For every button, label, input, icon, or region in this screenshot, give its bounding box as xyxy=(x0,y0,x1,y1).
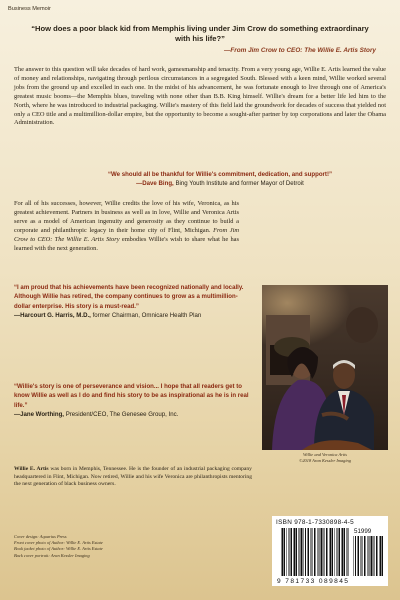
quote-harris-title: former Chairman, Omnicare Health Plan xyxy=(90,312,202,320)
quote-worthing-name: —Jane Worthing, xyxy=(14,411,64,419)
isbn-digits: 9 781733 089845 xyxy=(277,578,350,585)
barcode-bar xyxy=(294,528,295,576)
barcode-bar xyxy=(382,536,384,576)
isbn-label: ISBN 978-1-7330898-4-5 xyxy=(276,519,355,526)
barcode-bar xyxy=(339,528,341,576)
category-label: Business Memoir xyxy=(8,6,51,12)
barcode-bar xyxy=(371,536,373,576)
author-photo-image xyxy=(262,285,388,450)
quote-worthing-title: President/CEO, The Genesee Group, Inc. xyxy=(64,411,179,419)
second-paragraph xyxy=(14,200,239,253)
barcode-addon xyxy=(352,536,384,576)
credits xyxy=(14,534,234,559)
barcode-bar xyxy=(374,536,375,576)
second-paragraph-part2: embodies Willie's wish to share what he has learned with the next generation. xyxy=(14,235,239,252)
barcode-bar xyxy=(291,528,293,576)
price-code: 51999 xyxy=(354,528,372,535)
barcode-bar xyxy=(355,536,356,576)
barcode-main xyxy=(280,528,350,576)
barcode-bar xyxy=(344,528,346,576)
barcode-bar xyxy=(310,528,311,576)
photo-caption xyxy=(262,452,388,464)
barcode-bar xyxy=(300,528,301,576)
barcode-bar xyxy=(308,528,310,576)
barcode-bar xyxy=(314,528,316,576)
quote-bing-title: Bing Youth Institute and former Mayor of Detroit xyxy=(173,180,304,187)
quote-bing-attribution xyxy=(55,179,385,188)
credit-line: Front cover photo of Author: Willie E. Artis Estate xyxy=(14,540,103,546)
barcode-bar xyxy=(362,536,363,576)
quote-harris xyxy=(14,283,252,321)
barcode-bar xyxy=(353,536,354,576)
barcode-bar xyxy=(332,528,334,576)
credit-line: Cover design: Aquarius Press xyxy=(14,534,67,539)
header-quote: “How does a poor black kid from Memphis living under Jim Crow do something extraordinary with his life?” xyxy=(31,24,369,43)
barcode-bar xyxy=(293,528,294,576)
barcode-bar xyxy=(367,536,368,576)
book-title: From Jim Crow to CEO: The Willie E. Artis Story xyxy=(14,226,239,243)
barcode-bar xyxy=(341,528,342,576)
barcode-bar xyxy=(319,528,320,576)
credit-line: Book jacket photo of Author: Willie E. Artis Estate xyxy=(14,546,103,552)
barcode-bar xyxy=(369,536,370,576)
quote-bing xyxy=(55,170,385,188)
intro-paragraph: The answer to this question will take decades of hard work, gamesmanship and tenacity. From a very young age, Willie E. Artis learned the value of money and relationships, navigating through perilous circumstances in a segregated South. Blessed with a keen mind, Willie worked several jobs from the ground up and excelled in each one. In the midst of his advancement, he was fortunate enough to live through one of America's greatest music booms—the Memphis blues, traveling with none other than B.B. King himself. Willie's dream for a better life led him to the North, where he was introduced to industrial packaging. Willie's mastery of this field laid the groundwork for decades of success that yielded not only a CEO title and a multimillion-dollar empire, but the opportunity to become a sought-after partner by top corporations and later the Obama Administration. xyxy=(14,66,386,127)
barcode-bar xyxy=(342,528,343,576)
barcode-bar xyxy=(312,528,313,576)
header-quote-attribution: —From Jim Crow to CEO: The Willie E. Artis Story xyxy=(223,47,376,54)
barcode-bar xyxy=(358,536,360,576)
barcode-bar xyxy=(326,528,328,576)
barcode-bar xyxy=(337,528,338,576)
barcode-bar xyxy=(323,528,324,576)
barcode-bar xyxy=(376,536,378,576)
barcode-bar xyxy=(346,528,347,576)
barcode-bar xyxy=(380,536,381,576)
author-bio-text: was born in Memphis, Tennessee. He is the founder of an industrial packaging company headquartered in Flint, Michigan. Now retired, Willie and his wife Veronica are philanthropists mentoring the next generation of black business owners. xyxy=(14,466,252,488)
barcode-bar xyxy=(305,528,306,576)
barcode-bar xyxy=(324,528,325,576)
barcode-bar xyxy=(287,528,288,576)
quote-harris-name: —Harcourt G. Harris, M.D., xyxy=(14,312,91,320)
quote-bing-name: —Dave Bing, xyxy=(136,180,174,187)
quote-harris-text: “I am proud that his achievements have been recognized nationally and locally. Although Willie has retired, the company continues to grow as a multimillion-dollar enterprise. His story is a must-read.” xyxy=(14,284,244,310)
quote-worthing-text: “Willie's story is one of perseverance and vision... I hope that all readers get to know Willie as well as I do and find his story to be as inspirational as he is in real life.” xyxy=(14,383,249,409)
barcode-bar xyxy=(303,528,304,576)
second-paragraph-part1: For all of his successes, however, Willie credits the love of his wife, Veronica, as his greatest achievement. Partners in business as well as in love, Willie and Veronica Artis serve as a model of American ingenuity and generosity as they continue to build a corporate and philanthropic legacy in their home city of Flint, Michigan. xyxy=(14,200,239,234)
barcode-bar xyxy=(335,528,336,576)
barcode-bar xyxy=(317,528,318,576)
barcode-bar xyxy=(281,528,282,576)
author-bio xyxy=(14,466,252,489)
barcode-bar xyxy=(379,536,380,576)
barcode-bar xyxy=(284,528,286,576)
barcode-bar xyxy=(296,528,298,576)
photo-caption-line2: ©2018 Aran Kessler Imaging xyxy=(299,458,351,463)
barcode-bar xyxy=(321,528,323,576)
barcode-bar xyxy=(360,536,361,576)
photo-caption-line1: Willie and Veronica Artis xyxy=(302,452,348,457)
barcode-bar xyxy=(364,536,366,576)
credit-line: Back cover portrait: Aran Kessler Imaging xyxy=(14,552,90,558)
barcode-bar xyxy=(348,528,349,576)
barcode-bar xyxy=(282,528,283,576)
author-photo xyxy=(262,285,388,450)
barcode-bar xyxy=(301,528,303,576)
quote-worthing xyxy=(14,382,252,420)
barcode-bar xyxy=(330,528,331,576)
author-name: Willie E. Artis xyxy=(14,466,49,472)
quote-bing-text: “We should all be thankful for Willie's commitment, dedication, and support!” xyxy=(107,171,333,178)
barcode-bar xyxy=(373,536,374,576)
barcode-bar xyxy=(289,528,290,576)
barcode-bar xyxy=(329,528,330,576)
barcode-bar xyxy=(298,528,299,576)
